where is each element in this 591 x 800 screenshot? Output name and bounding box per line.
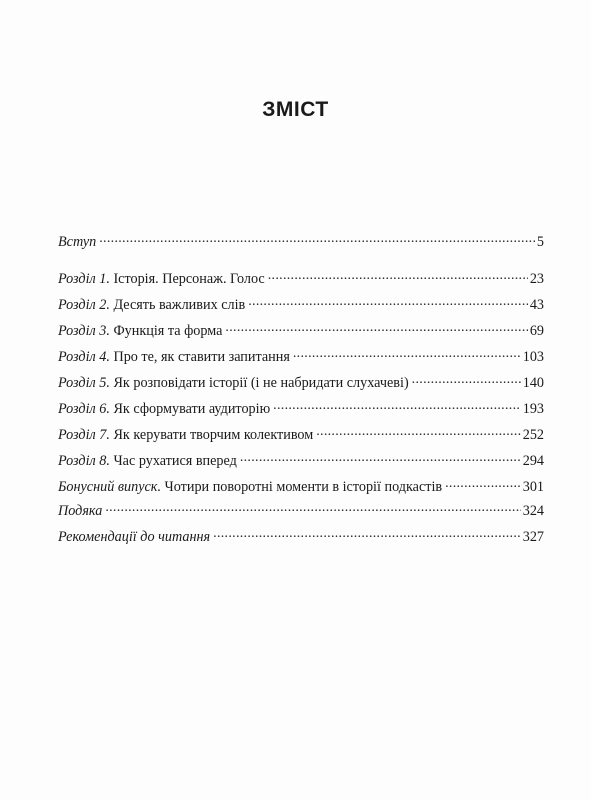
- toc-page-number: 43: [529, 297, 544, 313]
- toc-chapter-number: Розділ 3.: [58, 323, 110, 339]
- toc-entry-title: Чотири поворотні моменти в історії подкастів: [164, 479, 443, 495]
- toc-entry-chapter-3: [58, 318, 544, 344]
- toc-chapter-number: Розділ 4.: [58, 349, 110, 365]
- toc-leader-dots: [240, 451, 521, 465]
- toc-page-number: 327: [522, 529, 544, 545]
- toc-page-number: 294: [522, 453, 544, 469]
- toc-entry-bonus: [58, 474, 544, 500]
- toc-entry-title: Десять важливих слів: [113, 297, 246, 313]
- toc-entry-title: Про те, як ставити запитання: [113, 349, 290, 365]
- toc-entry-chapter-8: [58, 448, 544, 474]
- toc-chapter-number: Розділ 1.: [58, 271, 110, 287]
- toc-entry-title: Як сформувати аудиторію: [113, 401, 271, 417]
- toc-entry-title: Функція та форма: [113, 323, 223, 339]
- toc-entry-chapter-1: [58, 266, 544, 292]
- toc-leader-dots: [268, 269, 528, 283]
- toc-entry-chapter-2: [58, 292, 544, 318]
- toc-page-number: 140: [522, 375, 544, 391]
- toc-entry-acknowledgements: [58, 498, 544, 524]
- page-title: ЗМІСТ: [262, 98, 329, 121]
- toc-page-number: 324: [522, 503, 544, 519]
- toc-entry-title: Як розповідати історії (і не набридати слухачеві): [113, 375, 409, 391]
- toc-chapter-number: Розділ 7.: [58, 427, 110, 443]
- toc-leader-dots: [213, 527, 521, 541]
- toc-leader-dots: [293, 347, 521, 361]
- toc-entry-chapter-4: [58, 344, 544, 370]
- toc-entry-chapter-7: [58, 422, 544, 448]
- toc-page-number: 103: [522, 349, 544, 365]
- toc-chapter-number: Розділ 5.: [58, 375, 110, 391]
- toc-leader-dots: [273, 399, 521, 413]
- toc-entry-title: Час рухатися вперед: [113, 453, 237, 469]
- toc-entry-title: Історія. Персонаж. Голос: [113, 271, 265, 287]
- toc-chapter-number: Бонусний випуск.: [58, 479, 161, 495]
- toc-page-number: 5: [536, 234, 544, 250]
- toc-page-number: 301: [522, 479, 544, 495]
- toc-chapter-number: Розділ 6.: [58, 401, 110, 417]
- toc-chapter-number: Розділ 2.: [58, 297, 110, 313]
- toc-entry-chapter-6: [58, 396, 544, 422]
- toc-entry-intro: [58, 229, 544, 255]
- toc-chapter-number: Розділ 8.: [58, 453, 110, 469]
- toc-entry-title: Як керувати творчим колективом: [113, 427, 314, 443]
- toc-leader-dots: [225, 321, 527, 335]
- toc-leader-dots: [445, 477, 521, 491]
- toc-page-number: 193: [522, 401, 544, 417]
- toc-leader-dots: [248, 295, 528, 309]
- toc-entry-further-reading: [58, 524, 544, 550]
- toc-page-number: 69: [529, 323, 544, 339]
- toc-entry-title: Подяка: [58, 503, 103, 519]
- toc-leader-dots: [412, 373, 521, 387]
- toc-entry-title: Рекомендації до читання: [58, 529, 211, 545]
- table-of-contents-back-matter: [58, 498, 544, 550]
- toc-entry-title: Вступ: [58, 234, 97, 250]
- toc-page-number: 23: [529, 271, 544, 287]
- toc-page-number: 252: [522, 427, 544, 443]
- toc-leader-dots: [105, 501, 520, 515]
- toc-leader-dots: [99, 232, 535, 246]
- toc-leader-dots: [316, 425, 521, 439]
- toc-entry-chapter-5: [58, 370, 544, 396]
- table-of-contents: [58, 229, 544, 500]
